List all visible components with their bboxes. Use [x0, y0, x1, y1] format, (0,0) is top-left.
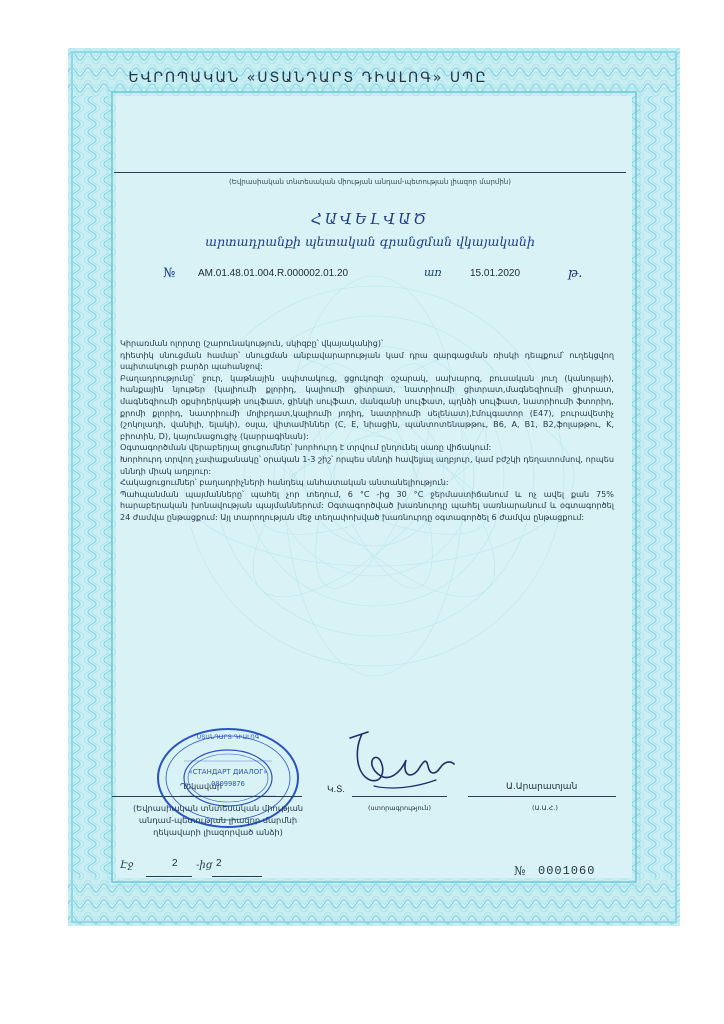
- sheet-label: Էջ: [120, 860, 134, 871]
- serial-sign: №: [514, 864, 526, 878]
- organization-subtitle: (Եվրասիական տնտեսական միության անդամ-պետության լիազոր մարմին): [229, 178, 511, 186]
- body-paragraph: Խորհուրդ տրվող չափաքանակը՝ օրական 1-3 շիշ՝ որպես սննդի հավելյալ աղբյուր, կամ բժշկի դեղատոմսով, որպես սննդի միակ աղբյուր:: [120, 453, 614, 476]
- certificate-date: 15.01.2020: [470, 268, 521, 279]
- signature-caption: (ստորագրություն): [368, 804, 432, 812]
- head-signature-line: [112, 796, 302, 797]
- document-body: [120, 338, 614, 524]
- body-paragraph: Պահպանման պայմանները՝ պահել չոր տեղում, 6 °С -ից 30 °С ջերմաստիճանում և ոչ ավել քան 75% հարաբերական խոնավության պայմաններում: Օգտագործված խառնուրդը պահել սառնարանում և օգտագործել 24 ժամվա ընթացքում: Այլ տարողության մեջ տեղափոխված խառնուրդը օգտագործել 6 ժամվա ընթացքում:: [120, 488, 614, 522]
- number-sign: №: [163, 266, 176, 281]
- document-title: ՀԱՎԵԼՎԱԾ: [310, 210, 430, 228]
- document-subtitle: արտադրանքի պետական գրանցման վկայականի: [205, 234, 535, 249]
- total-sheets-line: [212, 876, 262, 877]
- date-from-label: առ: [424, 266, 442, 279]
- stamp-place-label: Կ.Տ.: [327, 784, 345, 794]
- signer-name: Ա.Արարատյան: [506, 782, 578, 792]
- year-suffix: թ.: [568, 266, 583, 281]
- certificate-number: AM.01.48.01.004.R.000002.01.20: [198, 268, 349, 279]
- body-paragraph: Հակացուցումներ՝ բաղադրիչների հանդեպ անհատական անտանելիություն:: [120, 477, 449, 488]
- stamp-code: 00099876: [211, 780, 245, 788]
- body-paragraph: Կիրառման ոլորտը (շարունակություն, սկիզբը՝ վկայականից)՝: [120, 338, 383, 348]
- head-description: (Եվրասիական տնտեսական միության անդամ-պետության լիազոր մարմնի ղեկավարի լիազորված անձի): [132, 803, 304, 837]
- signer-caption: (Ա.Ա.Հ.): [532, 804, 558, 812]
- head-label: Ղեկավար: [180, 782, 222, 791]
- organization-name: ԵՎՐՈՊԱԿԱՆ «ՍՏԱՆԴԱՐՏ ԴԻԱԼՈԳ» ՍՊԸ: [128, 70, 488, 86]
- sheet-number-line: [146, 876, 192, 877]
- signer-name-line: [468, 796, 616, 797]
- serial-number: 0001060: [538, 864, 596, 878]
- body-paragraph: Բաղադրությունը՝ ջուր, կաթնային սպիտակուց, ցցուկոզի օշարակ, սախարոզ, բուսական յուղ (կանոլայի), հանքային նյութեր (կալիումի քլորիդ, կալիումի ցիտրատ, նատրիումի ցիտրատ,մագնեզիումի ցիտրատ, մագնեզիումի օքսիդերկաթի սուլֆատ, ցինկի սուլֆատ, մանգանի սուլֆատ, պղնձի սուլֆատ, նատրիումի ֆտորիդ, քրոմի քլորիդ, նատրիումի մոլիբդատ,կալիումի յոդիդ, նատրիումի սելենատ),էմուլգատոր (E47), բուրավետիչ (շոկոլադի, վանիլի, ելակի), օսլա, վիտամիններ (C, E, նիացին, պանտոտենաթթու, B6, A, B1, B2,ֆոլաթթու, K, բիոտին, D), կայունացուցիչ (կարրագինան):: [120, 372, 614, 441]
- stamp-ring-text: ՍՏԱՆԴԱՐՏ ԴԻԱԼՈԳ: [196, 734, 260, 741]
- stamp-center-text: «СТАНДАРТ ДИАЛОГ»: [188, 768, 268, 776]
- handwritten-signature: [340, 730, 460, 796]
- of-label: -ից: [196, 860, 213, 871]
- total-sheets: 2: [216, 858, 222, 869]
- body-paragraph: Օգտագործման վերաբերյալ ցուցումներ՝ խորհուրդ է տրվում ընդունել սառը վիճակում:: [120, 442, 492, 453]
- body-paragraph: դիետիկ սնուցման համար՝ սնուցման անբավարարության կամ դրա զարգացման ռիսկի դեպքում՝ ուղեկցվող սպիտակուցի բարձր պահանջով:: [120, 349, 614, 372]
- organization-divider: [114, 172, 626, 173]
- signature-line: [352, 796, 447, 797]
- sheet-number: 2: [172, 858, 178, 869]
